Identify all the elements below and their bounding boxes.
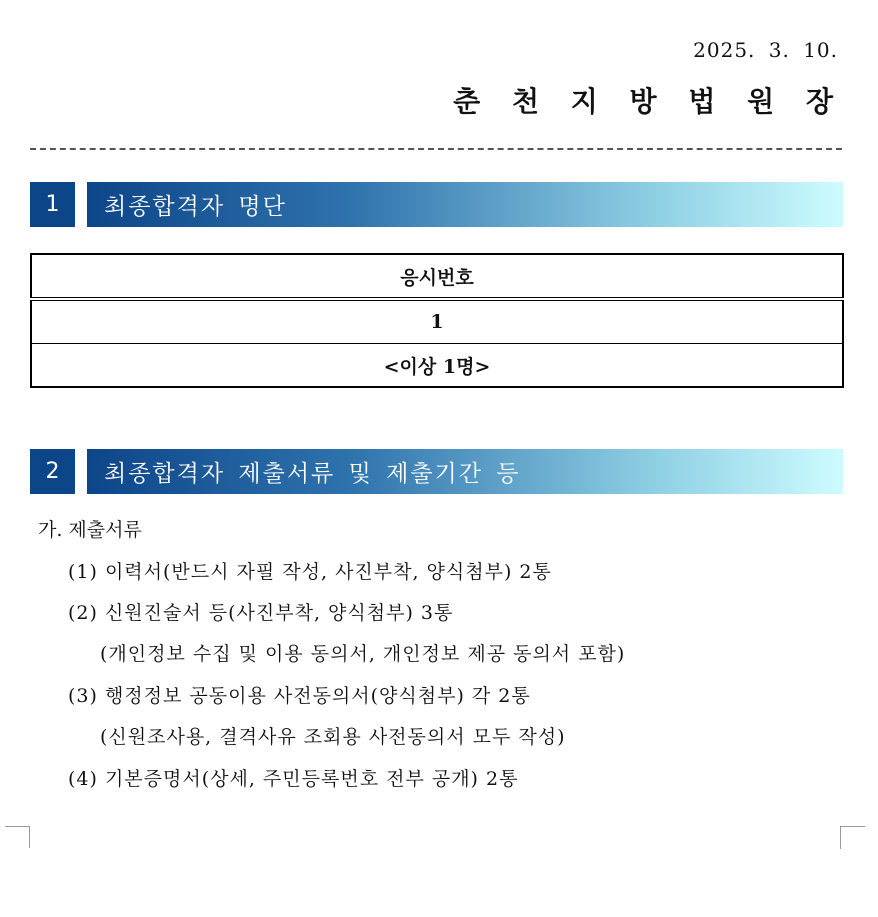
document-item: (2) 신원진술서 등(사진부착, 양식첨부) 3통 <box>68 602 454 624</box>
table-cell-total: <이상 1명> <box>383 355 491 378</box>
section-2-title: 최종합격자 제출서류 및 제출기간 등 <box>87 449 843 494</box>
section-2-number: 2 <box>30 449 75 494</box>
passer-table <box>30 253 844 388</box>
document-item-note: (신원조사용, 결격사유 조회용 사전동의서 모두 작성) <box>100 726 566 748</box>
table-row <box>31 299 843 344</box>
dashed-divider <box>30 148 842 150</box>
document-date: 2025. 3. 10. <box>693 38 838 62</box>
documents-subtitle: 가. 제출서류 <box>38 519 142 541</box>
page-corner-mark-left <box>5 826 30 848</box>
issuer-title: 춘 천 지 방 법 원 장 <box>453 85 844 118</box>
section-2-header <box>30 449 843 494</box>
table-cell-exam-number: 1 <box>31 299 843 344</box>
table-header-cell: 응시번호 <box>31 254 843 299</box>
document-item: (1) 이력서(반드시 자필 작성, 사진부착, 양식첨부) 2통 <box>68 561 552 583</box>
section-1-header <box>30 182 843 227</box>
section-1-number: 1 <box>30 182 75 227</box>
document-item-note: (개인정보 수집 및 이용 동의서, 개인정보 제공 동의서 포함) <box>100 643 626 665</box>
document-item: (4) 기본증명서(상세, 주민등록번호 전부 공개) 2통 <box>68 768 519 790</box>
page-corner-mark-right <box>840 826 865 849</box>
document-item: (3) 행정정보 공동이용 사전동의서(양식첨부) 각 2통 <box>68 685 531 707</box>
table-row <box>31 344 843 388</box>
table-header-row <box>31 254 843 299</box>
page-corner-mark-left-top <box>5 826 29 827</box>
section-1-title: 최종합격자 명단 <box>87 182 843 227</box>
